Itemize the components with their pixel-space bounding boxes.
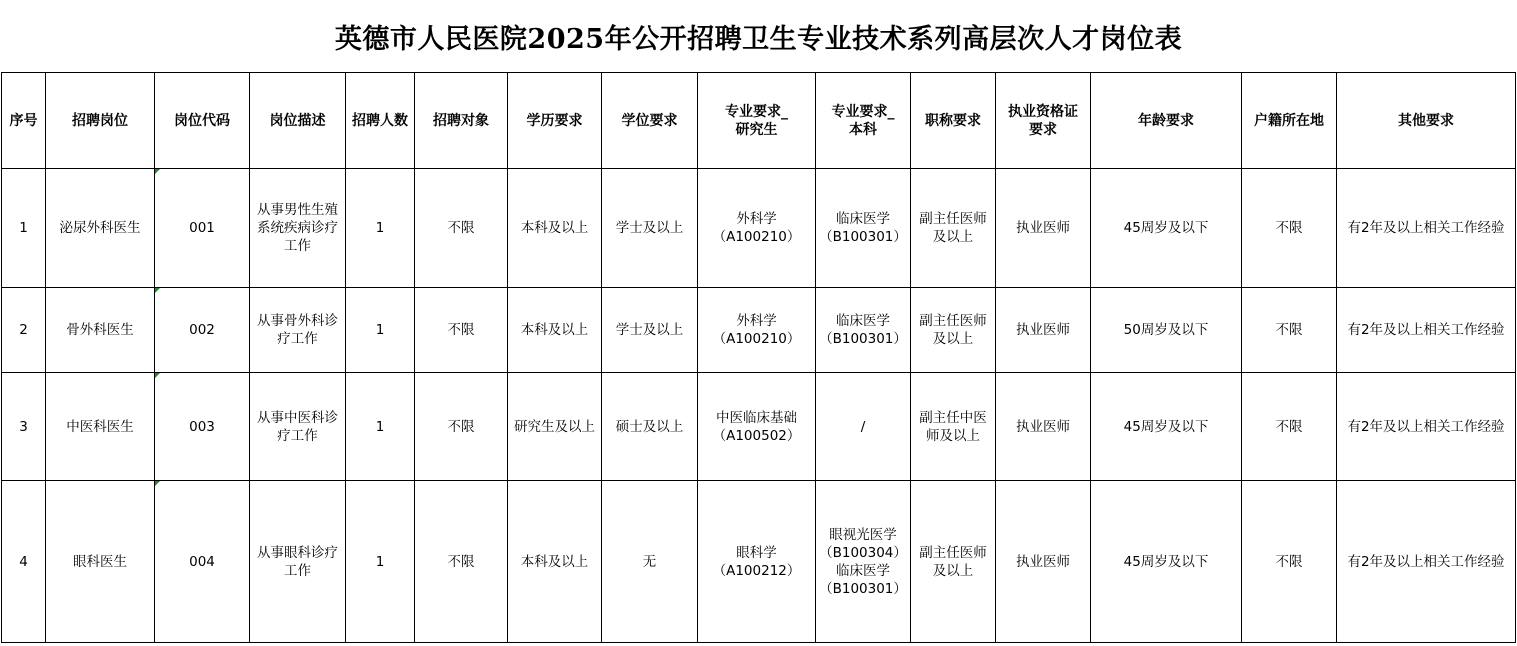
- cell-count: 1: [346, 481, 415, 643]
- cell-marker: [155, 288, 160, 293]
- header-major-ug: 专业要求_ 本科: [816, 73, 911, 169]
- header-title-req: 职称要求: [911, 73, 996, 169]
- cell-edu: 研究生及以上: [508, 373, 602, 481]
- cell-other: 有2年及以上相关工作经验: [1337, 169, 1516, 288]
- cell-license: 执业医师: [996, 481, 1091, 643]
- cell-license: 执业医师: [996, 288, 1091, 373]
- cell-code: 004: [155, 481, 250, 643]
- cell-major-ug: 临床医学 （B100301）: [816, 169, 911, 288]
- cell-hukou: 不限: [1242, 288, 1337, 373]
- cell-no: 1: [2, 169, 46, 288]
- cell-no: 2: [2, 288, 46, 373]
- cell-count: 1: [346, 169, 415, 288]
- cell-title-req: 副主任医师及以上: [911, 169, 996, 288]
- cell-code: 002: [155, 288, 250, 373]
- recruitment-table: [1, 72, 1516, 643]
- header-target: 招聘对象: [415, 73, 508, 169]
- cell-target: 不限: [415, 169, 508, 288]
- header-edu: 学历要求: [508, 73, 602, 169]
- cell-desc: 从事眼科诊疗工作: [250, 481, 346, 643]
- cell-degree: 硕士及以上: [602, 373, 698, 481]
- cell-post: 骨外科医生: [46, 288, 155, 373]
- cell-degree: 学士及以上: [602, 169, 698, 288]
- cell-age: 45周岁及以下: [1091, 373, 1242, 481]
- cell-age: 45周岁及以下: [1091, 169, 1242, 288]
- cell-marker: [155, 373, 160, 378]
- cell-no: 4: [2, 481, 46, 643]
- cell-desc: 从事中医科诊疗工作: [250, 373, 346, 481]
- cell-title-req: 副主任中医师及以上: [911, 373, 996, 481]
- header-code: 岗位代码: [155, 73, 250, 169]
- cell-edu: 本科及以上: [508, 288, 602, 373]
- cell-license: 执业医师: [996, 373, 1091, 481]
- cell-post: 泌尿外科医生: [46, 169, 155, 288]
- header-license: 执业资格证 要求: [996, 73, 1091, 169]
- cell-major-grad: 中医临床基础 （A100502）: [698, 373, 816, 481]
- header-degree: 学位要求: [602, 73, 698, 169]
- table-row: [2, 373, 1516, 481]
- header-count: 招聘人数: [346, 73, 415, 169]
- cell-age: 45周岁及以下: [1091, 481, 1242, 643]
- cell-no: 3: [2, 373, 46, 481]
- cell-hukou: 不限: [1242, 481, 1337, 643]
- page-title: 英德市人民医院2025年公开招聘卫生专业技术系列高层次人才岗位表: [334, 23, 1183, 55]
- cell-target: 不限: [415, 288, 508, 373]
- cell-hukou: 不限: [1242, 169, 1337, 288]
- cell-edu: 本科及以上: [508, 169, 602, 288]
- cell-desc: 从事骨外科诊疗工作: [250, 288, 346, 373]
- cell-post: 眼科医生: [46, 481, 155, 643]
- cell-major-ug: /: [816, 373, 911, 481]
- table-row: [2, 288, 1516, 373]
- cell-age: 50周岁及以下: [1091, 288, 1242, 373]
- cell-title-req: 副主任医师及以上: [911, 288, 996, 373]
- cell-edu: 本科及以上: [508, 481, 602, 643]
- cell-major-grad: 外科学 （A100210）: [698, 288, 816, 373]
- cell-major-ug: 临床医学 （B100301）: [816, 288, 911, 373]
- cell-count: 1: [346, 373, 415, 481]
- table-row: [2, 481, 1516, 643]
- cell-target: 不限: [415, 481, 508, 643]
- cell-other: 有2年及以上相关工作经验: [1337, 288, 1516, 373]
- header-age: 年龄要求: [1091, 73, 1242, 169]
- cell-count: 1: [346, 288, 415, 373]
- cell-code: 001: [155, 169, 250, 288]
- cell-desc: 从事男性生殖系统疾病诊疗工作: [250, 169, 346, 288]
- header-major-grad: 专业要求_ 研究生: [698, 73, 816, 169]
- header-desc: 岗位描述: [250, 73, 346, 169]
- cell-major-grad: 眼科学 （A100212）: [698, 481, 816, 643]
- header-no: 序号: [2, 73, 46, 169]
- cell-marker: [155, 169, 160, 174]
- header-post: 招聘岗位: [46, 73, 155, 169]
- header-row: [2, 73, 1516, 169]
- cell-degree: 学士及以上: [602, 288, 698, 373]
- cell-other: 有2年及以上相关工作经验: [1337, 481, 1516, 643]
- cell-other: 有2年及以上相关工作经验: [1337, 373, 1516, 481]
- cell-license: 执业医师: [996, 169, 1091, 288]
- cell-post: 中医科医生: [46, 373, 155, 481]
- header-hukou: 户籍所在地: [1242, 73, 1337, 169]
- header-other: 其他要求: [1337, 73, 1516, 169]
- cell-title-req: 副主任医师及以上: [911, 481, 996, 643]
- cell-code: 003: [155, 373, 250, 481]
- cell-target: 不限: [415, 373, 508, 481]
- table-row: [2, 169, 1516, 288]
- cell-degree: 无: [602, 481, 698, 643]
- cell-hukou: 不限: [1242, 373, 1337, 481]
- cell-major-ug: 眼视光医学 （B100304） 临床医学 （B100301）: [816, 481, 911, 643]
- cell-marker: [155, 481, 160, 486]
- cell-major-grad: 外科学 （A100210）: [698, 169, 816, 288]
